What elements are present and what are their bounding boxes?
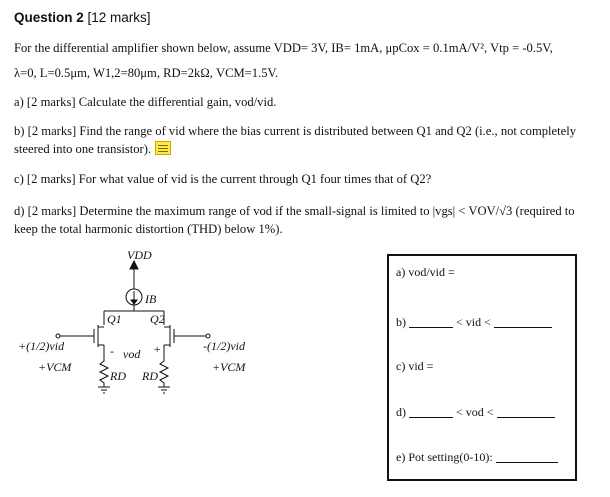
answer-d-low-blank[interactable] [409,407,453,418]
rd-left-label: RD [110,369,126,383]
rd-right-label: RD [142,369,158,383]
q1-label: Q1 [107,312,122,326]
circuit-diagram [0,245,380,400]
q2-label: Q2 [150,312,165,326]
answer-e-blank[interactable] [496,452,558,463]
part-d: d) [2 marks] Determine the maximum range of vod if the small-signal is limited to |vgs| < VOV/√3 (required to keep the total harmonic distortion (THD) below 1%). [14,204,575,236]
left-input-cm: +VCM [38,360,72,374]
vdd-arrow [130,261,138,269]
plus-label: + [153,342,162,356]
answer-c: c) vid = [396,359,434,373]
answer-b-row [396,315,552,330]
right-input-diff: -(1/2)vid [203,339,245,353]
answer-d-mid: < vod < [456,405,494,419]
rd-left-resistor [100,357,108,387]
answer-d-row [396,405,555,420]
answer-d-prefix: d) [396,405,406,419]
note-icon[interactable] [155,141,171,155]
answer-a: a) vod/vid = [396,265,455,279]
answer-b-low-blank[interactable] [409,317,453,328]
part-a: a) [2 marks] Calculate the differential gain, vod/vid. [14,95,277,109]
question-marks: [12 marks] [87,10,151,25]
question-title: Question 2 [14,10,84,25]
answer-d-high-blank[interactable] [497,407,555,418]
vdd-label: VDD [127,248,152,262]
part-b-text: b) [2 marks] Find the range of vid where the bias current is distributed between Q1 and Q2 (i.e., not completely steered into one transistor). [14,124,577,156]
minus-label: - [110,344,114,358]
left-input-diff: +(1/2)vid [18,339,65,353]
vod-label: vod [123,347,141,361]
ib-label: IB [145,292,157,306]
question-heading [14,10,151,25]
answer-e-label: e) Pot setting(0-10): [396,450,493,464]
right-input-cm: +VCM [212,360,246,374]
answer-e-row [396,450,558,465]
part-c: c) [2 marks] For what value of vid is the current through Q1 four times that of Q2? [14,172,432,186]
part-b [14,122,599,158]
rd-right-resistor [160,357,168,387]
answer-b-high-blank[interactable] [494,317,552,328]
answer-b-mid: < vid < [456,315,491,329]
answer-b-prefix: b) [396,315,406,329]
intro-line-1: For the differential amplifier shown below, assume VDD= 3V, IB= 1mA, μpCox = 0.1mA/V², Vtp = -0.5V, [14,41,553,55]
intro-line-2: λ=0, L=0.5μm, W1,2=80μm, RD=2kΩ, VCM=1.5V. [14,66,279,80]
